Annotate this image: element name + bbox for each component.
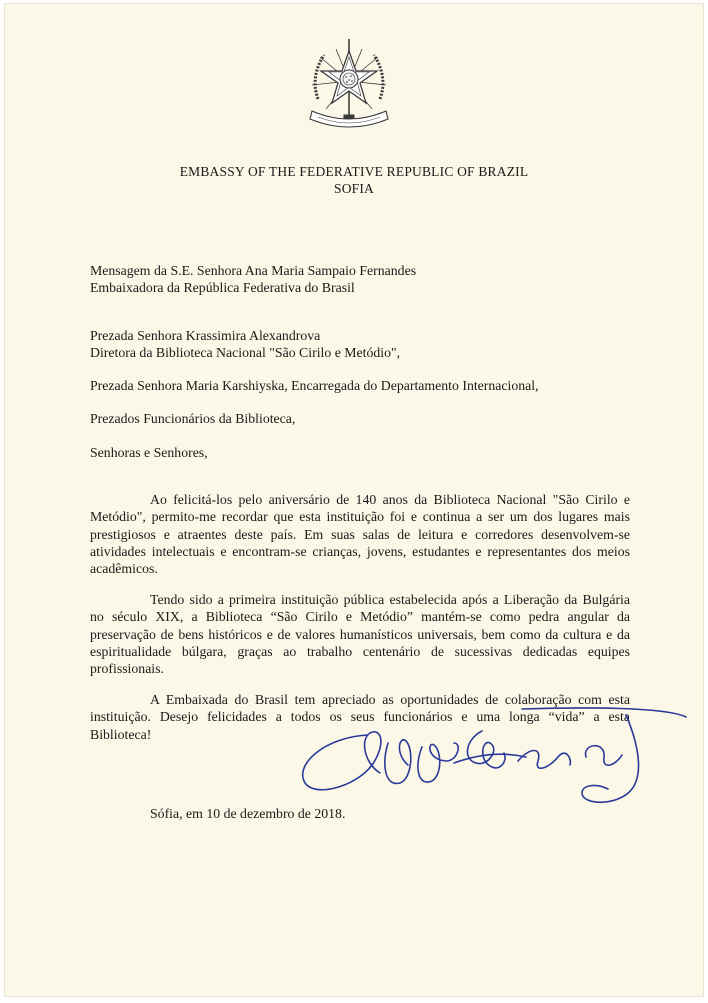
embassy-header [4,163,704,197]
paragraph-line: Biblioteca! [90,726,152,742]
sender-block [90,262,630,297]
paragraph-line: instituição. Desejo felicidades a todos os seus funcionários e uma longa “vida” a esta [90,709,630,725]
paragraph-line: Metódio", permito-me recordar que esta instituição foi e continua a ser um dos lugares mais [90,509,630,525]
paragraph-line: acadêmicos. [90,561,158,577]
paragraph-line: preservação de bens históricos e de valores humanísticos universais, bem como da cultura e da [90,626,630,642]
sender-line-2: Embaixadora da República Federativa do Brasil [90,280,355,296]
paragraph-line: Ao felicitá-los pelo aniversário de 140 anos da Biblioteca Nacional "São Cirilo e [150,492,630,507]
handwritten-signature-icon [286,703,704,813]
paragraph-line: espiritualidade búlgara, graças ao trabalho centenário de sucessivas dedicadas equipes [90,643,630,659]
addressee-1-title: Diretora da Biblioteca Nacional "São Cirilo e Metódio", [90,345,401,361]
addressee-general [90,444,630,461]
paragraph-line: Tendo sido a primeira instituição pública estabelecida após a Liberação da Bulgária [150,592,630,607]
embassy-city: SOFIA [333,181,374,196]
paragraph-line: atividades intelectuais e encontram-se crianças, jovens, estudantes e representantes dos meios [90,543,630,559]
paragraph-1 [90,491,630,577]
addressee-3: Prezados Funcionários da Biblioteca, [90,411,296,426]
addressee-international [90,377,630,394]
paragraph-line: A Embaixada do Brasil tem apreciado as oportunidades de colaboração com esta [150,692,630,707]
place-date: Sófia, em 10 de dezembro de 2018. [150,806,346,821]
letter-page [4,3,704,997]
paragraph-2 [90,591,630,677]
addressee-director [90,327,630,362]
sender-line-1: Mensagem da S.E. Senhora Ana Maria Sampaio Fernandes [90,263,417,278]
addressee-2: Prezada Senhora Maria Karshiyska, Encarregada do Departamento Internacional, [90,378,539,393]
addressee-staff [90,410,630,427]
addressee-1-name: Prezada Senhora Krassimira Alexandrova [90,328,321,343]
paragraph-line: prestigiosos e atraentes deste país. Em suas salas de leitura e corredores desenvolvem-se [90,526,630,542]
paragraph-line: no século XIX, a Biblioteca “São Cirilo e Metódio” mantém-se como pedra angular da [90,609,630,625]
embassy-name: EMBASSY OF THE FEDERATIVE REPUBLIC OF BRAZIL [179,164,529,179]
addressee-4: Senhoras e Senhores, [90,445,208,460]
brazil-coat-of-arms-icon [306,37,392,133]
paragraph-line: profissionais. [90,661,164,677]
